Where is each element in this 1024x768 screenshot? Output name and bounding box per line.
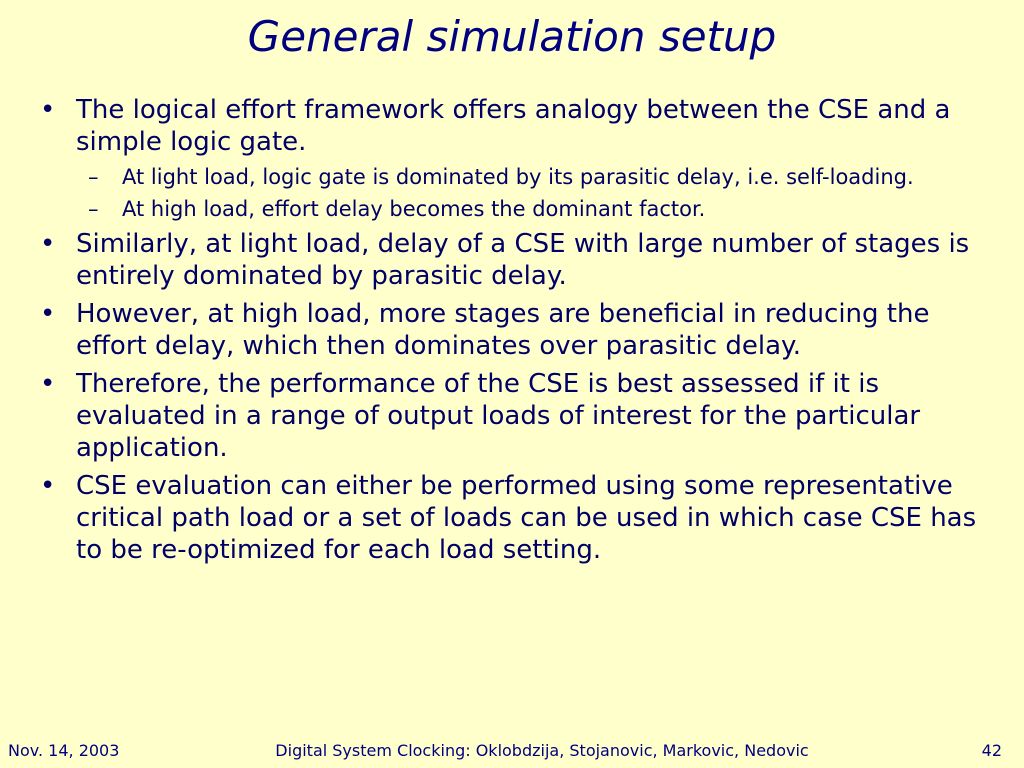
sub-bullet-item — [38, 196, 998, 222]
footer-course: Digital System Clocking: Oklobdzija, Stojanovic, Markovic, Nedovic — [275, 741, 809, 760]
bullet-mark: • — [40, 229, 56, 259]
footer-date: Nov. 14, 2003 — [8, 741, 120, 760]
bullet-mark: • — [40, 471, 56, 501]
bullet-mark: • — [40, 299, 56, 329]
slide-title: General simulation setup — [247, 12, 777, 61]
sub-bullet-mark: – — [88, 197, 99, 221]
bullet-text: The logical effort framework offers analogy between the CSE and a simple logic gate. — [76, 95, 951, 157]
bullet-text: CSE evaluation can either be performed using some representative critical path load or a set of loads can be used in which case CSE has to be re-optimized for each load setting. — [76, 471, 977, 565]
sub-bullet-text: At high load, effort delay becomes the dominant factor. — [122, 197, 706, 221]
bullet-item — [38, 470, 998, 566]
bullet-text: Similarly, at light load, delay of a CSE with large number of stages is entirely dominated by parasitic delay. — [76, 229, 970, 291]
sub-bullet-mark: – — [88, 165, 99, 189]
bullet-text: However, at high load, more stages are beneficial in reducing the effort delay, which then dominates over parasitic delay. — [76, 299, 930, 361]
bullet-item — [38, 298, 998, 362]
sub-bullet-item — [38, 164, 998, 190]
bullet-item — [38, 228, 998, 292]
bullet-mark: • — [40, 369, 56, 399]
footer-page-number: 42 — [981, 741, 1002, 760]
bullet-item — [38, 94, 998, 158]
bullet-item — [38, 368, 998, 464]
bullet-text: Therefore, the performance of the CSE is best assessed if it is evaluated in a range of output loads of interest for the particular application. — [76, 369, 921, 463]
slide-content — [38, 94, 998, 572]
sub-bullet-text: At light load, logic gate is dominated by its parasitic delay, i.e. self-loading. — [122, 165, 914, 189]
bullet-mark: • — [40, 95, 56, 125]
